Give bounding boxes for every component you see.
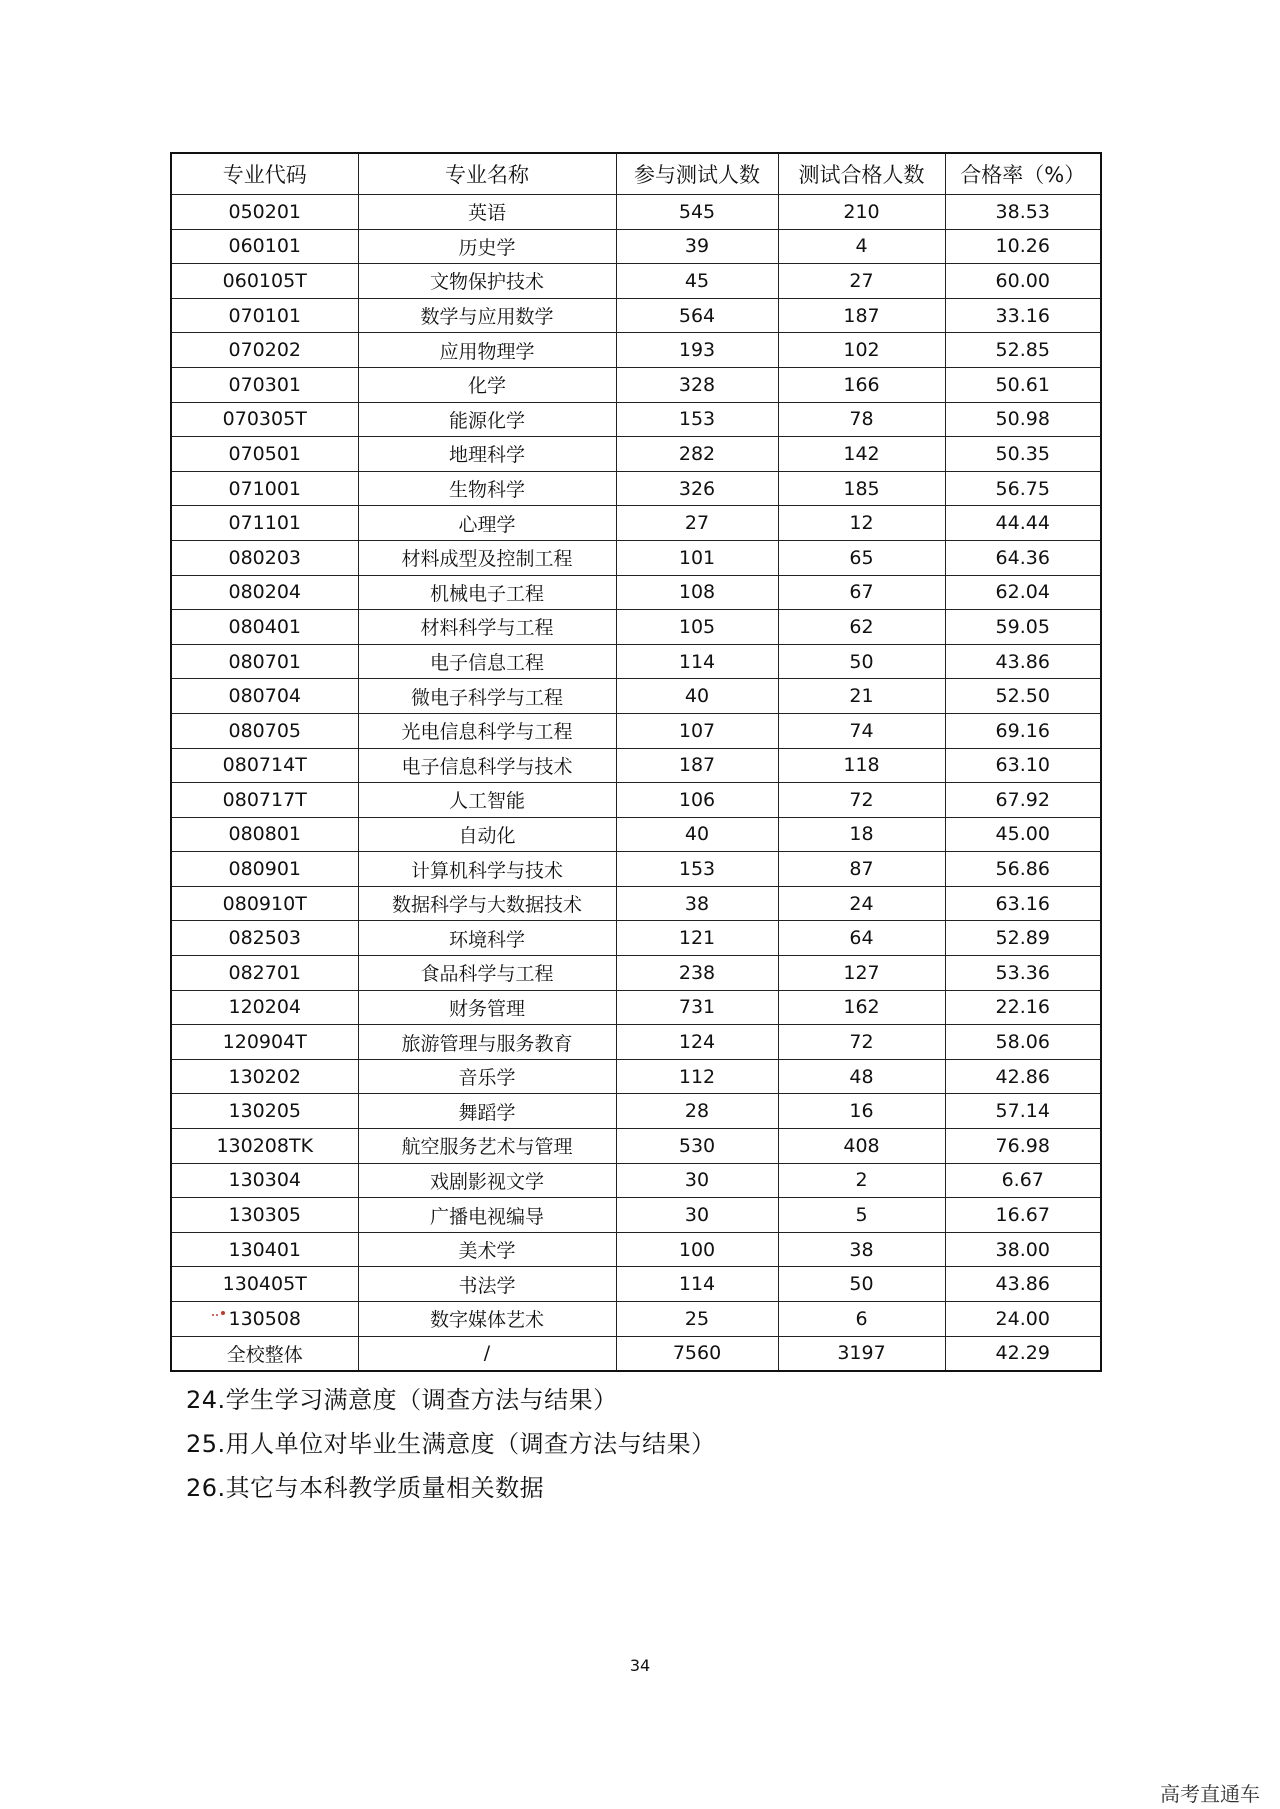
cell-passed: 74 <box>778 713 945 748</box>
cell-major-code: 070301 <box>171 367 358 402</box>
cell-participants: 45 <box>616 264 778 299</box>
cell-major-code: 080901 <box>171 852 358 887</box>
cell-major-code: 070501 <box>171 437 358 472</box>
header-major-code: 专业代码 <box>171 153 358 195</box>
cell-major-code: 070202 <box>171 333 358 368</box>
cell-participants: 105 <box>616 610 778 645</box>
cell-major-name: 生物科学 <box>358 471 616 506</box>
cell-pass-rate: 64.36 <box>945 540 1101 575</box>
cell-passed: 38 <box>778 1232 945 1267</box>
table-row <box>171 1267 1101 1302</box>
cell-passed: 87 <box>778 852 945 887</box>
cell-major-code: 080910T <box>171 886 358 921</box>
cell-participants: 25 <box>616 1302 778 1337</box>
cell-major-name: 数学与应用数学 <box>358 298 616 333</box>
cell-passed: 5 <box>778 1198 945 1233</box>
cell-major-name: 英语 <box>358 195 616 230</box>
table-row <box>171 644 1101 679</box>
cell-passed: 187 <box>778 298 945 333</box>
cell-participants: 28 <box>616 1094 778 1129</box>
cell-major-name: 美术学 <box>358 1232 616 1267</box>
cell-pass-rate: 53.36 <box>945 956 1101 991</box>
cell-major-code: 130304 <box>171 1163 358 1198</box>
cell-pass-rate: 6.67 <box>945 1163 1101 1198</box>
cell-participants: 530 <box>616 1129 778 1164</box>
cell-major-name: 能源化学 <box>358 402 616 437</box>
cell-passed: 62 <box>778 610 945 645</box>
cell-pass-rate: 56.86 <box>945 852 1101 887</box>
cell-passed: 185 <box>778 471 945 506</box>
page-number: 34 <box>629 1656 651 1675</box>
cell-pass-rate: 38.00 <box>945 1232 1101 1267</box>
table-row <box>171 610 1101 645</box>
table-row <box>171 575 1101 610</box>
cell-major-name: 环境科学 <box>358 921 616 956</box>
cell-passed: 102 <box>778 333 945 368</box>
cell-major-code: 120904T <box>171 1025 358 1060</box>
cell-participants: 112 <box>616 1059 778 1094</box>
total-name: / <box>358 1336 616 1371</box>
cell-major-name: 化学 <box>358 367 616 402</box>
cell-passed: 50 <box>778 644 945 679</box>
major-test-results-table <box>170 152 1102 1372</box>
cell-pass-rate: 63.16 <box>945 886 1101 921</box>
cell-major-code: 070305T <box>171 402 358 437</box>
cell-participants: 731 <box>616 990 778 1025</box>
cell-passed: 72 <box>778 1025 945 1060</box>
cell-participants: 153 <box>616 402 778 437</box>
cell-major-code: 080705 <box>171 713 358 748</box>
cell-participants: 114 <box>616 1267 778 1302</box>
cell-major-name: 书法学 <box>358 1267 616 1302</box>
cell-participants: 30 <box>616 1163 778 1198</box>
cell-pass-rate: 57.14 <box>945 1094 1101 1129</box>
cell-participants: 27 <box>616 506 778 541</box>
total-passed: 3197 <box>778 1336 945 1371</box>
cell-pass-rate: 16.67 <box>945 1198 1101 1233</box>
cell-major-name: 音乐学 <box>358 1059 616 1094</box>
cell-pass-rate: 50.98 <box>945 402 1101 437</box>
cell-major-code: 120204 <box>171 990 358 1025</box>
red-ink-mark <box>210 1310 228 1318</box>
cell-participants: 193 <box>616 333 778 368</box>
cell-major-name: 数据科学与大数据技术 <box>358 886 616 921</box>
cell-major-code: 080401 <box>171 610 358 645</box>
cell-major-name: 自动化 <box>358 817 616 852</box>
cell-participants: 328 <box>616 367 778 402</box>
cell-major-code: 071101 <box>171 506 358 541</box>
table-row <box>171 852 1101 887</box>
header-pass-rate: 合格率（%） <box>945 153 1101 195</box>
cell-passed: 210 <box>778 195 945 230</box>
cell-participants: 114 <box>616 644 778 679</box>
cell-major-name: 材料科学与工程 <box>358 610 616 645</box>
cell-participants: 121 <box>616 921 778 956</box>
cell-pass-rate: 67.92 <box>945 783 1101 818</box>
cell-pass-rate: 76.98 <box>945 1129 1101 1164</box>
cell-pass-rate: 50.61 <box>945 367 1101 402</box>
cell-major-name: 戏剧影视文学 <box>358 1163 616 1198</box>
cell-passed: 16 <box>778 1094 945 1129</box>
cell-passed: 127 <box>778 956 945 991</box>
cell-participants: 40 <box>616 679 778 714</box>
cell-pass-rate: 59.05 <box>945 610 1101 645</box>
table-total-row <box>171 1336 1101 1371</box>
cell-pass-rate: 43.86 <box>945 644 1101 679</box>
cell-passed: 65 <box>778 540 945 575</box>
cell-participants: 100 <box>616 1232 778 1267</box>
cell-major-code: 082503 <box>171 921 358 956</box>
cell-pass-rate: 43.86 <box>945 1267 1101 1302</box>
cell-major-name: 地理科学 <box>358 437 616 472</box>
cell-major-name: 计算机科学与技术 <box>358 852 616 887</box>
cell-participants: 238 <box>616 956 778 991</box>
cell-major-name: 航空服务艺术与管理 <box>358 1129 616 1164</box>
cell-passed: 50 <box>778 1267 945 1302</box>
cell-passed: 24 <box>778 886 945 921</box>
cell-participants: 108 <box>616 575 778 610</box>
cell-major-code: 080717T <box>171 783 358 818</box>
cell-participants: 39 <box>616 229 778 264</box>
cell-major-name: 光电信息科学与工程 <box>358 713 616 748</box>
cell-pass-rate: 45.00 <box>945 817 1101 852</box>
table-row <box>171 1302 1101 1337</box>
cell-major-name: 电子信息工程 <box>358 644 616 679</box>
total-participants: 7560 <box>616 1336 778 1371</box>
cell-pass-rate: 10.26 <box>945 229 1101 264</box>
cell-participants: 282 <box>616 437 778 472</box>
cell-participants: 107 <box>616 713 778 748</box>
section-item-24: 24.学生学习满意度（调查方法与结果） <box>186 1386 618 1414</box>
cell-major-code: 060101 <box>171 229 358 264</box>
cell-passed: 27 <box>778 264 945 299</box>
cell-passed: 2 <box>778 1163 945 1198</box>
table-row <box>171 195 1101 230</box>
table-row <box>171 506 1101 541</box>
cell-pass-rate: 62.04 <box>945 575 1101 610</box>
table-row <box>171 298 1101 333</box>
table-row <box>171 229 1101 264</box>
table-row <box>171 748 1101 783</box>
cell-pass-rate: 58.06 <box>945 1025 1101 1060</box>
total-pass-rate: 42.29 <box>945 1336 1101 1371</box>
cell-pass-rate: 44.44 <box>945 506 1101 541</box>
header-participants: 参与测试人数 <box>616 153 778 195</box>
cell-passed: 78 <box>778 402 945 437</box>
table-row <box>171 1198 1101 1233</box>
table-row <box>171 437 1101 472</box>
cell-participants: 106 <box>616 783 778 818</box>
table-row <box>171 402 1101 437</box>
cell-pass-rate: 60.00 <box>945 264 1101 299</box>
table-row <box>171 990 1101 1025</box>
cell-passed: 408 <box>778 1129 945 1164</box>
table-row <box>171 956 1101 991</box>
cell-participants: 326 <box>616 471 778 506</box>
cell-passed: 64 <box>778 921 945 956</box>
cell-major-name: 历史学 <box>358 229 616 264</box>
cell-major-code: 130508 <box>171 1302 358 1337</box>
cell-major-name: 数字媒体艺术 <box>358 1302 616 1337</box>
table-row <box>171 333 1101 368</box>
cell-passed: 21 <box>778 679 945 714</box>
cell-passed: 142 <box>778 437 945 472</box>
cell-pass-rate: 63.10 <box>945 748 1101 783</box>
table-row <box>171 1163 1101 1198</box>
cell-major-code: 080204 <box>171 575 358 610</box>
cell-pass-rate: 33.16 <box>945 298 1101 333</box>
cell-participants: 187 <box>616 748 778 783</box>
header-passed: 测试合格人数 <box>778 153 945 195</box>
cell-major-code: 130205 <box>171 1094 358 1129</box>
cell-major-name: 旅游管理与服务教育 <box>358 1025 616 1060</box>
total-label: 全校整体 <box>171 1336 358 1371</box>
cell-pass-rate: 56.75 <box>945 471 1101 506</box>
table-row <box>171 679 1101 714</box>
cell-major-name: 微电子科学与工程 <box>358 679 616 714</box>
cell-major-name: 材料成型及控制工程 <box>358 540 616 575</box>
cell-pass-rate: 24.00 <box>945 1302 1101 1337</box>
cell-major-code: 080704 <box>171 679 358 714</box>
cell-pass-rate: 50.35 <box>945 437 1101 472</box>
cell-participants: 545 <box>616 195 778 230</box>
table-row <box>171 1094 1101 1129</box>
table-body <box>171 195 1101 1337</box>
cell-major-name: 心理学 <box>358 506 616 541</box>
cell-passed: 118 <box>778 748 945 783</box>
table-row <box>171 817 1101 852</box>
cell-passed: 166 <box>778 367 945 402</box>
table-row <box>171 264 1101 299</box>
table-row <box>171 886 1101 921</box>
table-row <box>171 783 1101 818</box>
watermark: 高考直通车 <box>1160 1782 1260 1806</box>
section-item-26: 26.其它与本科教学质量相关数据 <box>186 1474 545 1502</box>
header-major-name: 专业名称 <box>358 153 616 195</box>
cell-major-code: 130202 <box>171 1059 358 1094</box>
cell-major-code: 080801 <box>171 817 358 852</box>
cell-passed: 162 <box>778 990 945 1025</box>
cell-pass-rate: 42.86 <box>945 1059 1101 1094</box>
cell-major-code: 070101 <box>171 298 358 333</box>
cell-major-name: 舞蹈学 <box>358 1094 616 1129</box>
cell-participants: 124 <box>616 1025 778 1060</box>
section-item-25: 25.用人单位对毕业生满意度（调查方法与结果） <box>186 1430 716 1458</box>
cell-passed: 4 <box>778 229 945 264</box>
cell-major-name: 食品科学与工程 <box>358 956 616 991</box>
cell-major-code: 130208TK <box>171 1129 358 1164</box>
table-row <box>171 1059 1101 1094</box>
cell-passed: 48 <box>778 1059 945 1094</box>
cell-major-code: 080203 <box>171 540 358 575</box>
cell-participants: 564 <box>616 298 778 333</box>
cell-participants: 38 <box>616 886 778 921</box>
cell-major-name: 电子信息科学与技术 <box>358 748 616 783</box>
cell-major-code: 130401 <box>171 1232 358 1267</box>
cell-major-name: 人工智能 <box>358 783 616 818</box>
cell-pass-rate: 22.16 <box>945 990 1101 1025</box>
cell-major-code: 130405T <box>171 1267 358 1302</box>
table-row <box>171 921 1101 956</box>
cell-pass-rate: 52.89 <box>945 921 1101 956</box>
cell-major-name: 机械电子工程 <box>358 575 616 610</box>
table-row <box>171 540 1101 575</box>
cell-major-code: 082701 <box>171 956 358 991</box>
cell-major-name: 应用物理学 <box>358 333 616 368</box>
cell-major-name: 广播电视编导 <box>358 1198 616 1233</box>
table-row <box>171 713 1101 748</box>
cell-participants: 101 <box>616 540 778 575</box>
table-row <box>171 367 1101 402</box>
cell-participants: 30 <box>616 1198 778 1233</box>
cell-pass-rate: 52.85 <box>945 333 1101 368</box>
cell-participants: 153 <box>616 852 778 887</box>
cell-passed: 67 <box>778 575 945 610</box>
cell-major-code: 080714T <box>171 748 358 783</box>
cell-major-code: 060105T <box>171 264 358 299</box>
cell-passed: 12 <box>778 506 945 541</box>
cell-major-code: 050201 <box>171 195 358 230</box>
cell-major-code: 071001 <box>171 471 358 506</box>
cell-major-code: 130305 <box>171 1198 358 1233</box>
table-row <box>171 1129 1101 1164</box>
cell-pass-rate: 69.16 <box>945 713 1101 748</box>
cell-major-code: 080701 <box>171 644 358 679</box>
cell-pass-rate: 52.50 <box>945 679 1101 714</box>
table-header-row <box>171 153 1101 195</box>
table-row <box>171 1232 1101 1267</box>
cell-major-name: 财务管理 <box>358 990 616 1025</box>
cell-passed: 72 <box>778 783 945 818</box>
section-list <box>186 1378 716 1510</box>
cell-passed: 6 <box>778 1302 945 1337</box>
table-row <box>171 471 1101 506</box>
cell-participants: 40 <box>616 817 778 852</box>
cell-major-name: 文物保护技术 <box>358 264 616 299</box>
table-row <box>171 1025 1101 1060</box>
cell-pass-rate: 38.53 <box>945 195 1101 230</box>
cell-passed: 18 <box>778 817 945 852</box>
